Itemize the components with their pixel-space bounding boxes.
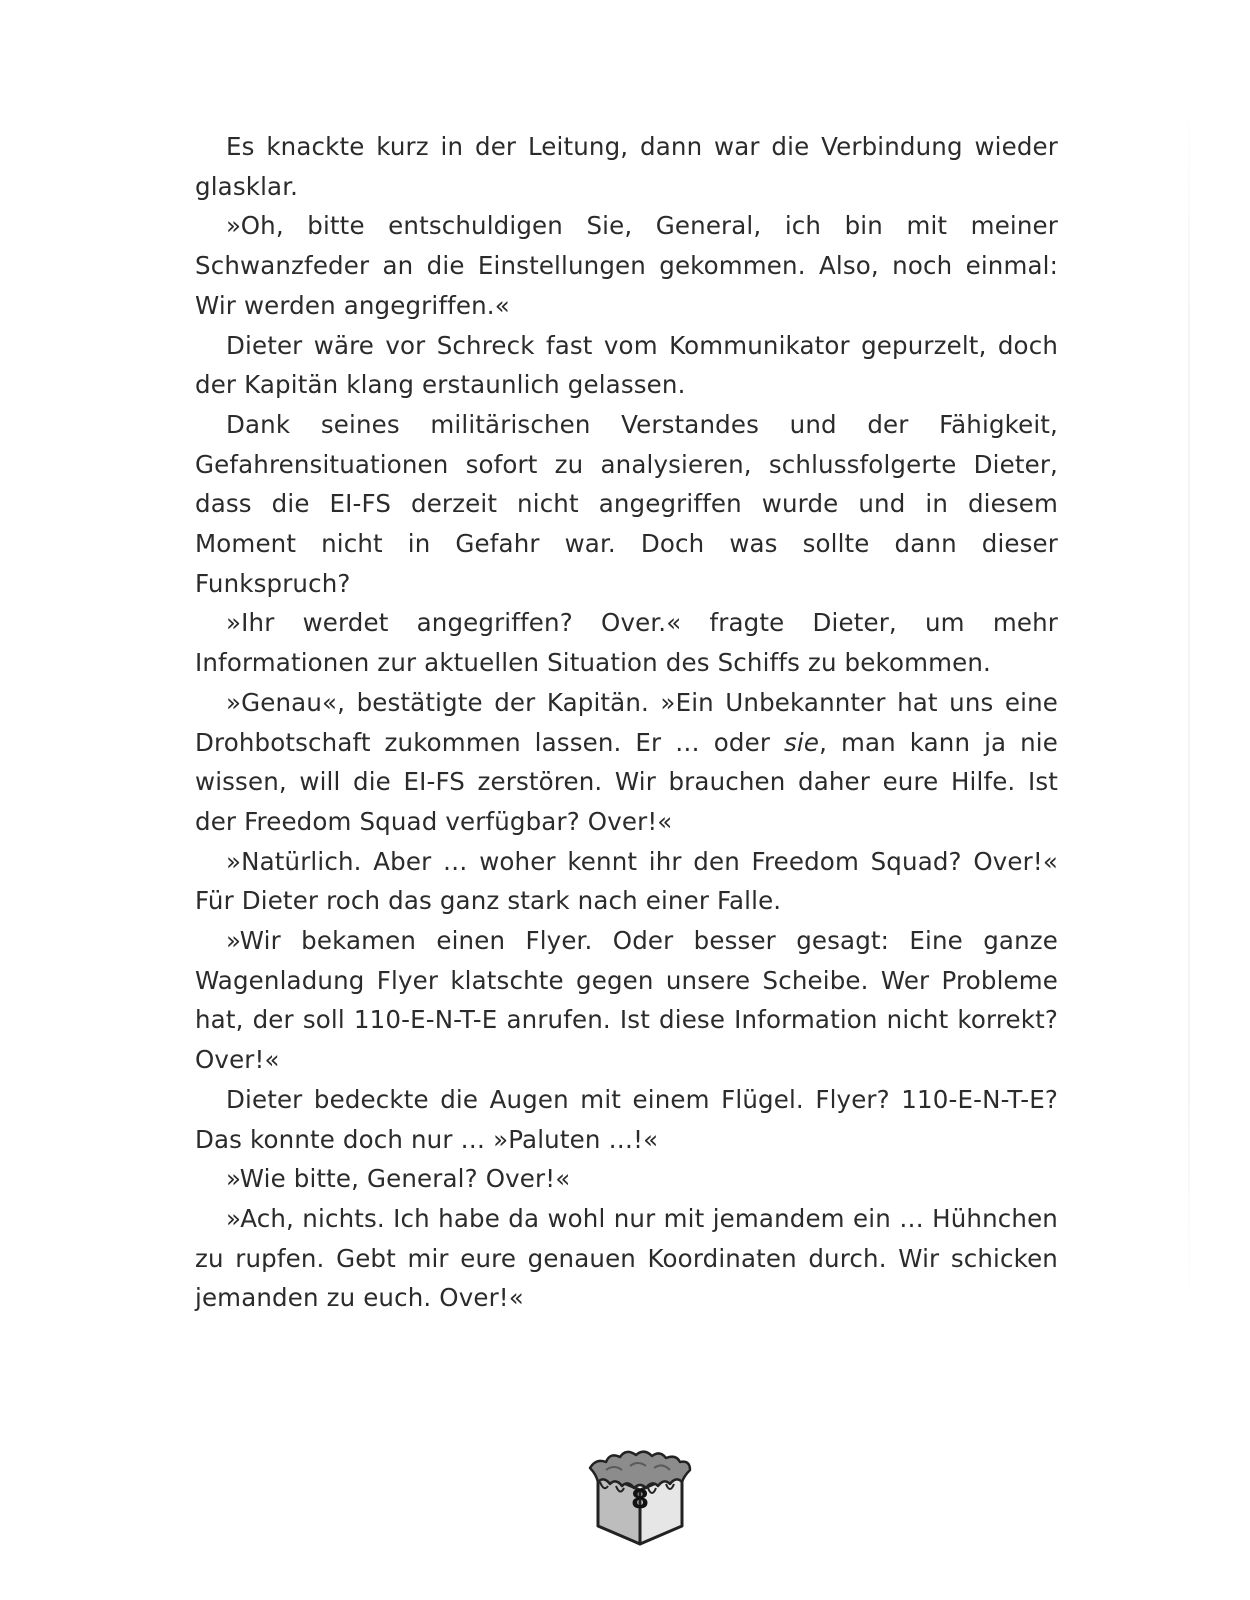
paragraph-10: »Wie bitte, General? Over!« xyxy=(226,1164,571,1194)
paragraph-6-after: , man kann ja nie wissen, will die EI-FS zerstören. Wir brauchen daher eure Hilfe. Ist der Freedom Squad verfügbar? Over!« xyxy=(195,727,1058,836)
paragraph-2: »Oh, bitte entschuldigen Sie, General, ich bin mit meiner Schwanzfeder an die Einstellungen gekommen. Also, noch einmal: Wir werden angegriffen.« xyxy=(195,211,1058,320)
paragraph-4: Dank seines militärischen Verstandes und der Fähigkeit, Gefahrensituationen sofort zu analysieren, schlussfolgerte Dieter, dass die EI-FS derzeit nicht angegriffen wurde und in diesem Moment nicht in Gefahr war. Doch was sollte dann dieser Funkspruch? xyxy=(195,409,1058,598)
paragraph-5: »Ihr werdet angegriffen? Over.« fragte Dieter, um mehr Informationen zur aktuellen Situation des Schiffs zu bekommen. xyxy=(195,608,1058,678)
paragraph-1: Es knackte kurz in der Leitung, dann war die Verbindung wieder glasklar. xyxy=(195,132,1058,201)
paragraph-6 xyxy=(195,683,1058,842)
paragraph-6-emphasis: sie xyxy=(783,727,820,757)
paragraph-8: »Wir bekamen einen Flyer. Oder besser gesagt: Eine ganze Wagenladung Flyer klatschte gegen unsere Scheibe. Wer Probleme hat, der soll 110-E-N-T-E anrufen. Ist diese Information nicht korrekt? Over!« xyxy=(195,926,1058,1075)
paragraph-3: Dieter wäre vor Schreck fast vom Kommunikator gepurzelt, doch der Kapitän klang erstaunlich gelassen. xyxy=(195,330,1058,400)
page-number: 8 xyxy=(630,1485,650,1515)
page-edge-shadow xyxy=(1188,90,1190,1320)
paragraph-6-before: »Genau«, bestätigte der Kapitän. »Ein Unbekannter hat uns eine Drohbotschaft zukommen lassen. Er … oder xyxy=(195,687,1058,757)
body-text xyxy=(195,127,1058,1318)
paragraph-11: »Ach, nichts. Ich habe da wohl nur mit jemandem ein … Hühnchen zu rupfen. Gebt mir eure genauen Koordinaten durch. Wir schicken jemanden zu euch. Over!« xyxy=(195,1203,1058,1313)
page-number-badge xyxy=(586,1448,694,1548)
paragraph-9: Dieter bedeckte die Augen mit einem Flügel. Flyer? 110-E-N-T-E? Das konnte doch nur … »Paluten …!« xyxy=(195,1084,1058,1154)
paragraph-7: »Natürlich. Aber … woher kennt ihr den Freedom Squad? Over!« Für Dieter roch das ganz stark nach einer Falle. xyxy=(195,846,1058,916)
